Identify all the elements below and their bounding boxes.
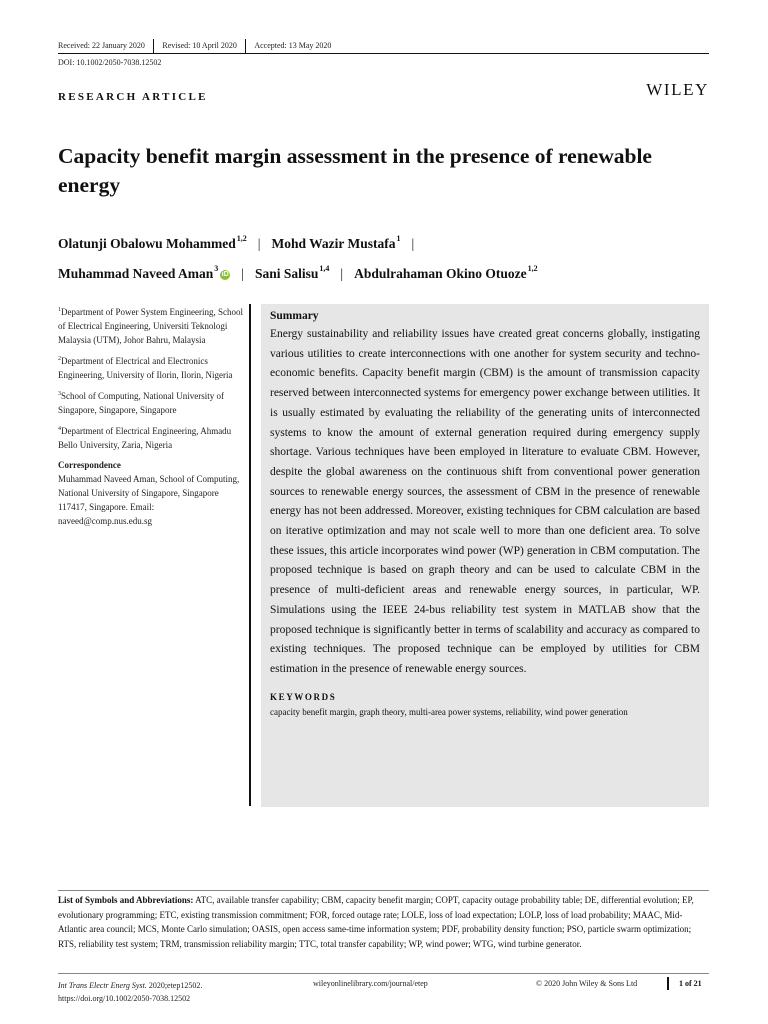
journal-name: Int Trans Electr Energ Syst. [58, 981, 147, 990]
paper-title: Capacity benefit margin assessment in the presence of renewable energy [58, 144, 652, 197]
footer-citation [58, 979, 202, 1005]
summary-text: Energy sustainability and reliability issues have created great concerns globally, instigating various utilities to create interconnections with one another for system security and techno-economic benefits. Capacity benefit margin (CBM) is the amount of transmission capacity reserved between interconnected systems for emergency power exchange between utilities. It is usually estimated by evaluating the reliability of the generating units of interconnected systems to know the amount of external generation required during emergency supply shortage. Various techniques have been employed in literature to evaluate CBM. However, despite the global awareness on the continuous shift from conventional power generation sources to renewable energy sources, the assessment of CBM in the presence of renewable energy has not been addressed. Moreover, existing techniques for CBM calculation are based on iterative optimization and may not scale well to more than one deficient area. To solve these issues, this article incorporates wind power (WP) generation in CBM computation. The proposed technique is based on graph theory and can be used to calculate CBM in the presence of multi-deficient areas and renewable energy sources, in particular, WP. Simulations using the IEEE 24-bus reliability test system in MATLAB show that the proposed technique is significantly better in terms of scalability and accuracy as compared to existing techniques. The proposed technique can be employed by utilities for CBM estimation in the presence of renewable energy sources. [270, 328, 700, 675]
affiliation: $^1$Department of Power System Engineering, School of Electrical Engineering, Universiti Teknologi Malaysia (UTM), Johor Bahru, Malaysia [58, 307, 243, 345]
summary-divider [249, 304, 251, 806]
revised-date: Revised: 10 April 2020 [162, 41, 237, 50]
doi-link[interactable]: https://doi.org/10.1002/2050-7038.12502 [58, 994, 191, 1003]
summary-box [261, 304, 709, 807]
author-list: Olatunji Obalowu Mohammed$^{1,2}$ | Mohd Wazir Mustafa$^1$ | Muhammad Naveed Aman$^3$iD | Sani Salisu$^{1,4}$ | Abdulrahaman Okino Otuoze$^{1,2}$ [58, 234, 538, 281]
author-name[interactable]: Muhammad Naveed Aman$^3$ [58, 264, 219, 281]
citation: 2020;etep12502. [146, 981, 203, 990]
article-type: RESEARCH ARTICLE [58, 91, 208, 103]
summary-heading: Summary [270, 310, 319, 322]
affiliation: $^4$Department of Electrical Engineering, Ahmadu Bello University, Zaria, Nigeria [58, 426, 232, 450]
author-name[interactable]: Sani Salisu$^{1,4}$ [254, 264, 330, 281]
accepted-date: Accepted: 13 May 2020 [254, 41, 332, 50]
publisher-logo: WILEY [646, 80, 709, 99]
journal-site-link[interactable]: wileyonlinelibrary.com/journal/etep [313, 979, 428, 988]
article-dates [58, 39, 339, 53]
abbreviations-rule [58, 890, 709, 891]
author-name[interactable]: Mohd Wazir Mustafa$^1$ [271, 234, 401, 251]
abbreviations-heading: List of Symbols and Abbreviations: [58, 895, 194, 905]
affiliations [58, 303, 246, 528]
page-number: 1 of 21 [679, 979, 702, 988]
keywords-text: capacity benefit margin, graph theory, multi-area power systems, reliability, wind power generation [270, 706, 628, 717]
received-date: Received: 22 January 2020 [58, 41, 145, 50]
footer-rule [58, 973, 709, 974]
affiliation: $^3$School of Computing, National University of Singapore, Singapore, Singapore [58, 391, 224, 415]
keywords-heading: KEYWORDS [270, 691, 337, 702]
footer-separator [667, 977, 669, 990]
header-rule [58, 53, 709, 54]
correspondence-heading: Correspondence [58, 460, 121, 470]
affiliation: $^2$Department of Electrical and Electronics Engineering, University of Ilorin, Ilorin, Nigeria [58, 356, 233, 380]
author-name[interactable]: Olatunji Obalowu Mohammed$^{1,2}$ [58, 234, 247, 251]
copyright: © 2020 John Wiley & Sons Ltd [536, 979, 638, 988]
correspondence-text: Muhammad Naveed Aman, School of Computing, National University of Singapore, Singapore 117417, Singapore. Email: naveed@comp.nus.edu.sg [58, 474, 240, 526]
doi[interactable]: DOI: 10.1002/2050-7038.12502 [58, 58, 162, 67]
abbreviations-text: ATC, available transfer capability; CBM, capacity benefit margin; COPT, capacity outage probability table; DE, differential evolution; EP, evolutionary programming; ETC, existing transmission commitment; FOR, forced outage rate; LOLE, loss of load expectation; LOLP, loss of load probability; MAAC, Mid-Atlantic area council; MCS, Monte Carlo simulation; OASIS, open access same-time information system; PDF, probability density function; PSO, particle swarm optimization; RTS, reliability test system; TRM, transmission reliability margin; TTC, total transfer capability; WP, wind power; WTG, wind turbine generator. [58, 895, 694, 949]
abbreviations [58, 893, 709, 951]
orcid-icon[interactable]: iD [221, 271, 229, 278]
author-name[interactable]: Abdulrahaman Okino Otuoze$^{1,2}$ [354, 264, 538, 281]
